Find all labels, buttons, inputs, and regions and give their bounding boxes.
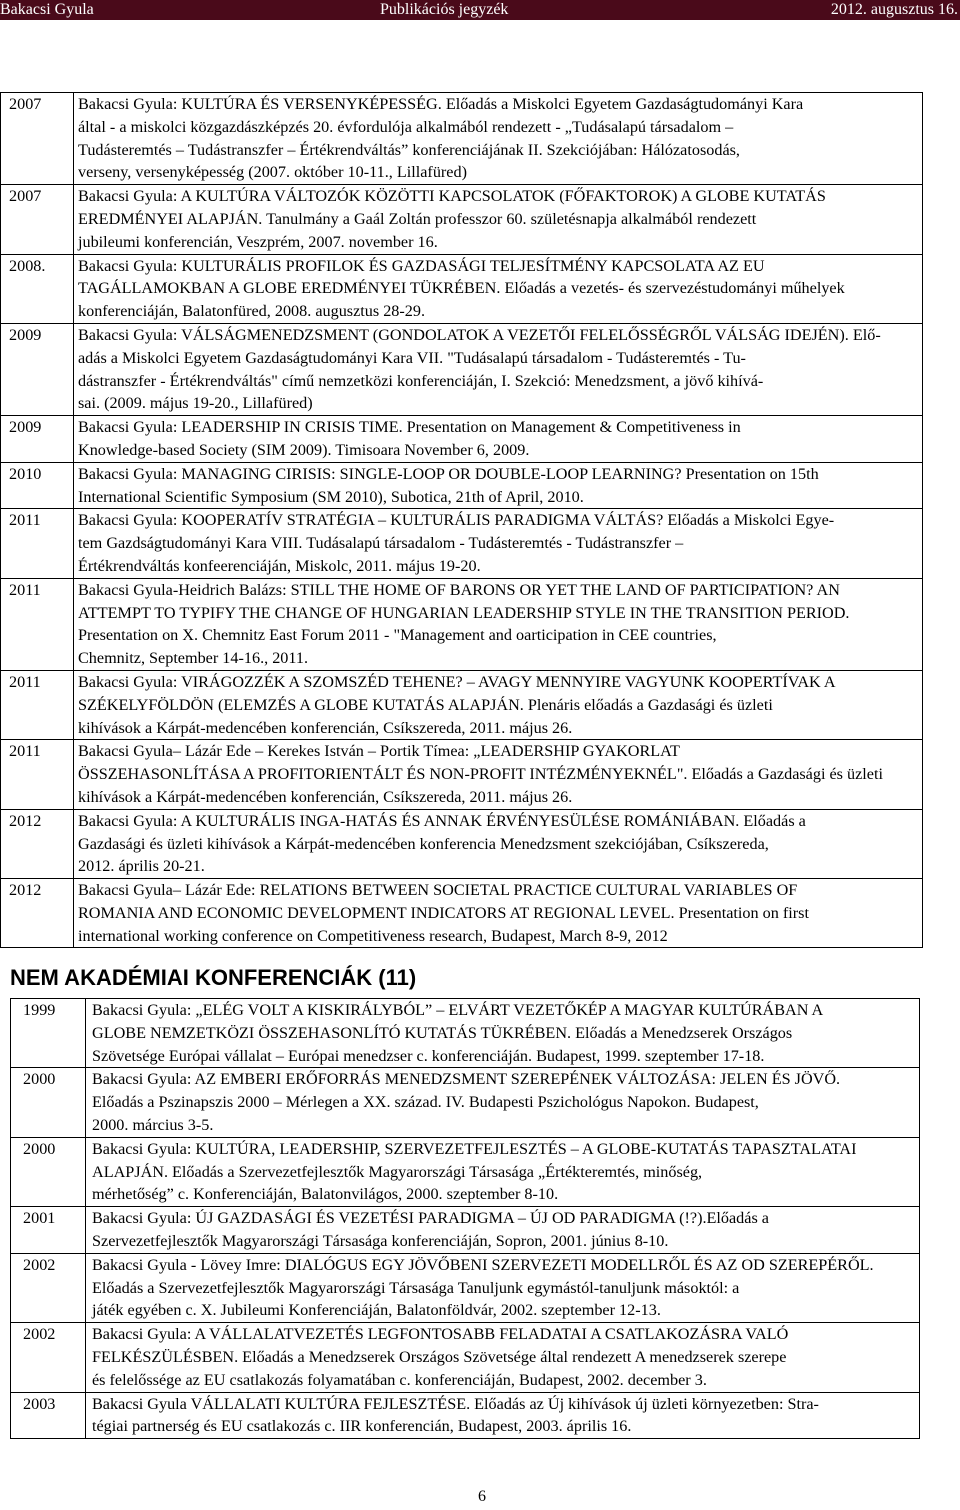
table-row	[1, 416, 923, 463]
entry-line: tégiai partnerség és EU csatlakozás c. IIR konferencián, Budapest, 2003. április 16.	[92, 1417, 632, 1436]
entry-year: 2009	[1, 416, 74, 463]
table-row	[1, 323, 923, 415]
entry-text	[74, 509, 923, 578]
entry-line: ROMANIA AND ECONOMIC DEVELOPMENT INDICATORS AT REGIONAL LEVEL. Presentation on first	[78, 903, 809, 922]
entry-text	[86, 1068, 920, 1137]
entry-year: 2010	[1, 462, 74, 509]
entry-line: által - a miskolci közgazdászképzés 20. évfordulója alkalmából rendezett - „Tudásalapú társadalom –	[78, 117, 734, 136]
entry-line: FELKÉSZÜLÉSBEN. Előadás a Menedzserek Országos Szövetsége által rendezett A menedzserek szerepe	[92, 1347, 787, 1366]
entry-line: dástranszfer - Értékrendváltás" című nemzetközi konferenciáján, I. Szekció: Menedzsment, a jövő kihívá-	[78, 371, 764, 390]
entry-line: Tudásteremtés – Tudástranszfer – Értékrendváltás” konferenciájának II. Szekciójában: Hálózatosodás,	[78, 140, 740, 159]
table-row	[1, 509, 923, 578]
entry-line: konferenciáján, Balatonfüred, 2008. augusztus 28-29.	[78, 302, 426, 321]
entry-year: 2003	[11, 1392, 86, 1439]
entry-year: 2011	[1, 740, 74, 809]
entry-line: Előadás a Szervezetfejlesztők Magyarországi Társasága Tanuljunk egymástól-tanuljunk másoktól: a	[92, 1278, 740, 1297]
entry-year: 2011	[1, 509, 74, 578]
entry-line: Bakacsi Gyula: VIRÁGOZZÉK A SZOMSZÉD TEHENE? – AVAGY MENNYIRE VAGYUNK KOOPERTÍVAK A	[78, 672, 836, 691]
entry-line: Bakacsi Gyula: LEADERSHIP IN CRISIS TIME. Presentation on Management & Competitiveness in	[78, 418, 741, 437]
entry-line: adás a Miskolci Egyetem Gazdaságtudományi Kara VII. "Tudásalapú társadalom - Tudásteremtés - Tu-	[78, 348, 746, 367]
entry-text	[74, 93, 923, 185]
entry-text	[74, 670, 923, 739]
table-row	[1, 578, 923, 670]
entry-line: kihívások a Kárpát-medencében konferencián, Csíkszereda, 2011. május 26.	[78, 787, 573, 806]
entry-line: Szervezetfejlesztők Magyarországi Társasága konferenciáján, Sopron, 2001. június 8-10.	[92, 1231, 669, 1250]
table-row	[1, 879, 923, 948]
conferences-table	[0, 92, 923, 948]
entry-line: Bakacsi Gyula: A KULTURÁLIS INGA-HATÁS ÉS ANNAK ÉRVÉNYESÜLÉSE ROMÁNIÁBAN. Előadás a	[78, 811, 806, 830]
entry-year: 2011	[1, 670, 74, 739]
entry-year: 2009	[1, 323, 74, 415]
non-academic-conferences-table	[10, 998, 920, 1439]
entry-line: Bakacsi Gyula - Lövey Imre: DIALÓGUS EGY JÖVŐBENI SZERVEZETI MODELLRŐL ÉS AZ OD SZEREPÉRŐL.	[92, 1255, 874, 1274]
table-row	[1, 185, 923, 254]
entry-line: International Scientific Symposium (SM 2010), Subotica, 21th of April, 2010.	[78, 487, 584, 506]
table-row	[11, 1253, 920, 1322]
entry-line: Bakacsi Gyula– Lázár Ede: RELATIONS BETWEEN SOCIETAL PRACTICE CULTURAL VARIABLES OF	[78, 881, 798, 900]
entry-line: 2000. március 3-5.	[92, 1115, 214, 1134]
table-row	[1, 670, 923, 739]
entry-line: EREDMÉNYEI ALAPJÁN. Tanulmány a Gaál Zoltán professzor 60. születésnapja alkalmából rendezett	[78, 209, 757, 228]
header-author: Bakacsi Gyula	[0, 1, 94, 18]
entry-text	[74, 185, 923, 254]
entry-line: jubileumi konferencián, Veszprém, 2007. november 16.	[78, 232, 438, 251]
entry-line: international working conference on Competitiveness research, Budapest, March 8-9, 2012	[78, 926, 668, 945]
page-header	[0, 0, 960, 20]
entry-line: ATTEMPT TO TYPIFY THE CHANGE OF HUNGARIAN LEADERSHIP STYLE IN THE TRANSITION PERIOD.	[78, 603, 850, 622]
entry-line: Értékrendváltás konfeerenciáján, Miskolc, 2011. május 19-20.	[78, 556, 481, 575]
entry-line: Szövetsége Európai vállalat – Európai menedzser c. konferenciáján. Budapest, 1999. szeptember 17-18.	[92, 1046, 765, 1065]
section-heading: NEM AKADÉMIAI KONFERENCIÁK (11)	[10, 965, 417, 990]
entry-line: Bakacsi Gyula: A VÁLLALATVEZETÉS LEGFONTOSABB FELADATAI A CSATLAKOZÁSRA VALÓ	[92, 1325, 789, 1344]
entry-text	[74, 323, 923, 415]
entry-year: 2000	[11, 1068, 86, 1137]
table-row	[1, 93, 923, 185]
header-date: 2012. augusztus 16.	[830, 1, 958, 18]
entry-line: Bakacsi Gyula: MANAGING CIRISIS: SINGLE-LOOP OR DOUBLE-LOOP LEARNING? Presentation on 15th	[78, 464, 819, 483]
entry-text	[86, 1253, 920, 1322]
entry-year: 2000	[11, 1137, 86, 1206]
entry-line: verseny, versenyképesség (2007. október 10-11., Lillafüred)	[78, 163, 467, 182]
entry-line: Gazdasági és üzleti kihívások a Kárpát-medencében konferencia Menedzsment szekciójában, Csíkszereda,	[78, 834, 769, 853]
entry-line: Bakacsi Gyula– Lázár Ede – Kerekes István – Portik Tímea: „LEADERSHIP GYAKORLAT	[78, 742, 680, 761]
entry-line: Előadás a Pszinapszis 2000 – Mérlegen a XX. század. IV. Budapesti Pszichológus Napokon. Budapest,	[92, 1093, 759, 1112]
entry-text	[74, 740, 923, 809]
entry-line: tem Gazdságtudományi Kara VIII. Tudásalapú társadalom - Tudásteremtés - Tudástranszfer –	[78, 534, 684, 553]
entry-line: és felelőssége az EU csatlakozás folyamatában c. konferenciáján, Budapest, 2002. december 3.	[92, 1370, 707, 1389]
table-row	[11, 1068, 920, 1137]
entry-line: TAGÁLLAMOKBAN A GLOBE EREDMÉNYEI TÜKRÉBEN. Előadás a vezetés- és szervezéstudományi műhelyek	[78, 279, 845, 298]
entry-text	[86, 999, 920, 1068]
page-number: 6	[478, 1488, 486, 1505]
entry-line: Bakacsi Gyula: ÚJ GAZDASÁGI ÉS VEZETÉSI PARADIGMA – ÚJ OD PARADIGMA (!?).Előadás a	[92, 1209, 769, 1228]
entry-line: Bakacsi Gyula: A KULTÚRA VÁLTOZÓK KÖZÖTTI KAPCSOLATOK (FŐFAKTOROK) A GLOBE KUTATÁS	[78, 187, 826, 206]
entry-line: Bakacsi Gyula: VÁLSÁGMENEDZSMENT (GONDOLATOK A VEZETŐI FELELŐSSÉGRŐL VÁLSÁG IDEJÉN). Elő-	[78, 325, 881, 344]
entry-line: Presentation on X. Chemnitz East Forum 2011 - "Management and oarticipation in CEE countries,	[78, 626, 717, 645]
entry-line: Bakacsi Gyula: KULTURÁLIS PROFILOK ÉS GAZDASÁGI TELJESÍTMÉNY KAPCSOLATA AZ EU	[78, 256, 765, 275]
entry-text	[74, 809, 923, 878]
table-row	[1, 462, 923, 509]
entry-text	[86, 1137, 920, 1206]
table-row	[1, 809, 923, 878]
entry-line: 2012. április 20-21.	[78, 857, 205, 876]
entry-year: 2001	[11, 1207, 86, 1254]
table-row	[11, 1137, 920, 1206]
entry-line: ÖSSZEHASONLÍTÁSA A PROFITORIENTÁLT ÉS NON-PROFIT INTÉZMÉNYEKNÉL". Előadás a Gazdasági és üzleti	[78, 765, 883, 784]
entry-text	[74, 879, 923, 948]
entry-year: 2002	[11, 1323, 86, 1392]
entry-year: 2012	[1, 809, 74, 878]
header-title: Publikációs jegyzék	[380, 1, 509, 18]
table-row	[11, 1392, 920, 1439]
entry-text	[86, 1323, 920, 1392]
entry-year: 2011	[1, 578, 74, 670]
entry-text	[74, 254, 923, 323]
entry-year: 2007	[1, 93, 74, 185]
entry-line: mérhetőség” c. Konferenciáján, Balatonvilágos, 2000. szeptember 8-10.	[92, 1185, 559, 1204]
entry-year: 2012	[1, 879, 74, 948]
entry-line: Bakacsi Gyula: KOOPERATÍV STRATÉGIA – KULTURÁLIS PARADIGMA VÁLTÁS? Előadás a Miskolci Egye-	[78, 511, 835, 530]
entry-line: Bakacsi Gyula VÁLLALATI KULTÚRA FEJLESZTÉSE. Előadás az Új kihívások új üzleti környezetben: Stra-	[92, 1394, 819, 1413]
entry-text	[86, 1207, 920, 1254]
entry-line: ALAPJÁN. Előadás a Szervezetfejlesztők Magyarországi Társasága „Értékteremtés, minőség,	[92, 1162, 703, 1181]
entry-year: 2002	[11, 1253, 86, 1322]
table-row	[1, 254, 923, 323]
entry-line: Chemnitz, September 14-16., 2011.	[78, 649, 309, 668]
entry-line: Bakacsi Gyula: AZ EMBERI ERŐFORRÁS MENEDZSMENT SZEREPÉNEK VÁLTOZÁSA: JELEN ÉS JÖVŐ.	[92, 1070, 841, 1089]
entry-line: kihívások a Kárpát-medencében konferencián, Csíkszereda, 2011. május 26.	[78, 718, 573, 737]
entry-line: Bakacsi Gyula: KULTÚRA ÉS VERSENYKÉPESSÉG. Előadás a Miskolci Egyetem Gazdaságtudományi Kara	[78, 95, 804, 113]
entry-line: Bakacsi Gyula: „ELÉG VOLT A KISKIRÁLYBÓL” – ELVÁRT VEZETŐKÉP A MAGYAR KULTÚRÁBAN A	[92, 1001, 824, 1019]
table-row	[11, 1323, 920, 1392]
entry-line: SZÉKELYFÖLDÖN (ELEMZÉS A GLOBE KUTATÁS ALAPJÁN. Plenáris előadás a Gazdasági és üzleti	[78, 695, 773, 714]
entry-line: Bakacsi Gyula: KULTÚRA, LEADERSHIP, SZERVEZETFEJLESZTÉS – A GLOBE-KUTATÁS TAPASZTALATAI	[92, 1139, 857, 1158]
entry-line: Knowledge-based Society (SIM 2009). Timisoara November 6, 2009.	[78, 440, 530, 459]
entry-line: Bakacsi Gyula-Heidrich Balázs: STILL THE HOME OF BARONS OR YET THE LAND OF PARTICIPATION? AN	[78, 580, 840, 599]
entry-text	[74, 578, 923, 670]
table-row	[1, 740, 923, 809]
entry-year: 2007	[1, 185, 74, 254]
entry-line: GLOBE NEMZETKÖZI ÖSSZEHASONLÍTÓ KUTATÁS TÜKRÉBEN. Előadás a Menedzserek Országos	[92, 1023, 793, 1042]
entry-text	[74, 462, 923, 509]
entry-text	[86, 1392, 920, 1439]
entry-text	[74, 416, 923, 463]
table-row	[11, 1207, 920, 1254]
entry-year: 2008.	[1, 254, 74, 323]
entry-year: 1999	[11, 999, 86, 1068]
table-row	[11, 999, 920, 1068]
entry-line: sai. (2009. május 19-20., Lillafüred)	[78, 394, 313, 413]
entry-line: játék egyében c. X. Jubileumi Konferenciáján, Balatonföldvár, 2002. szeptember 12-13.	[92, 1301, 661, 1320]
